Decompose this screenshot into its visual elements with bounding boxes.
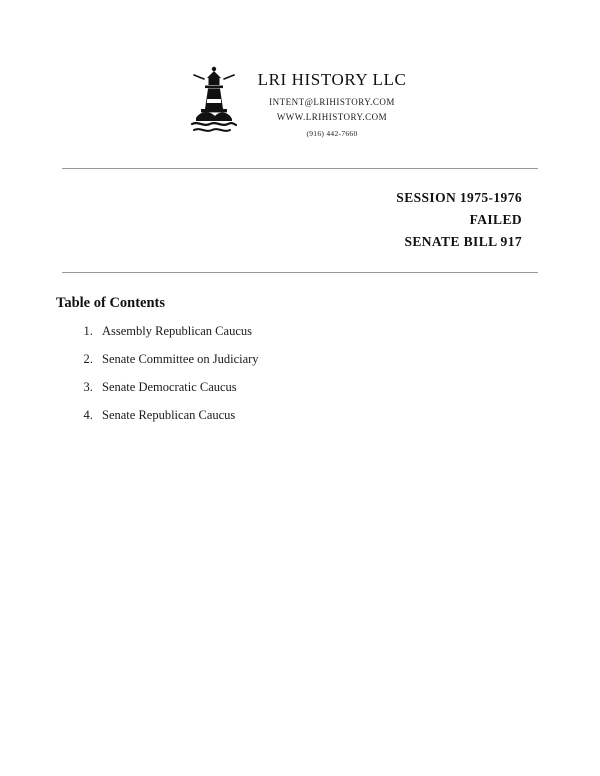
contact-email: INTENT@LRIHISTORY.COM [269,97,395,107]
list-item[interactable] [96,324,600,339]
contact-website: WWW.LRIHISTORY.COM [276,112,388,122]
list-item[interactable] [96,352,600,367]
list-item[interactable] [96,380,600,395]
table-of-contents [0,273,600,423]
masthead [258,56,407,138]
toc-list [56,324,600,423]
session-line: SESSION 1975-1976 [396,190,522,205]
bill-line: SENATE BILL 917 [404,233,522,249]
lighthouse-logo-icon [174,60,254,140]
letterhead [0,0,600,140]
company-name: LRI HISTORY LLC [257,70,407,89]
contact-phone: (916) 442-7660 [306,129,358,138]
session-info [0,169,600,253]
toc-title: Table of Contents [56,294,166,311]
toc-item-label: Senate Republican Caucus [102,407,236,422]
toc-item-label: Senate Democratic Caucus [102,379,237,394]
toc-item-label: Senate Committee on Judiciary [102,351,259,366]
toc-item-label: Assembly Republican Caucus [102,323,252,338]
status-line: FAILED [469,211,522,227]
list-item[interactable] [96,408,600,423]
